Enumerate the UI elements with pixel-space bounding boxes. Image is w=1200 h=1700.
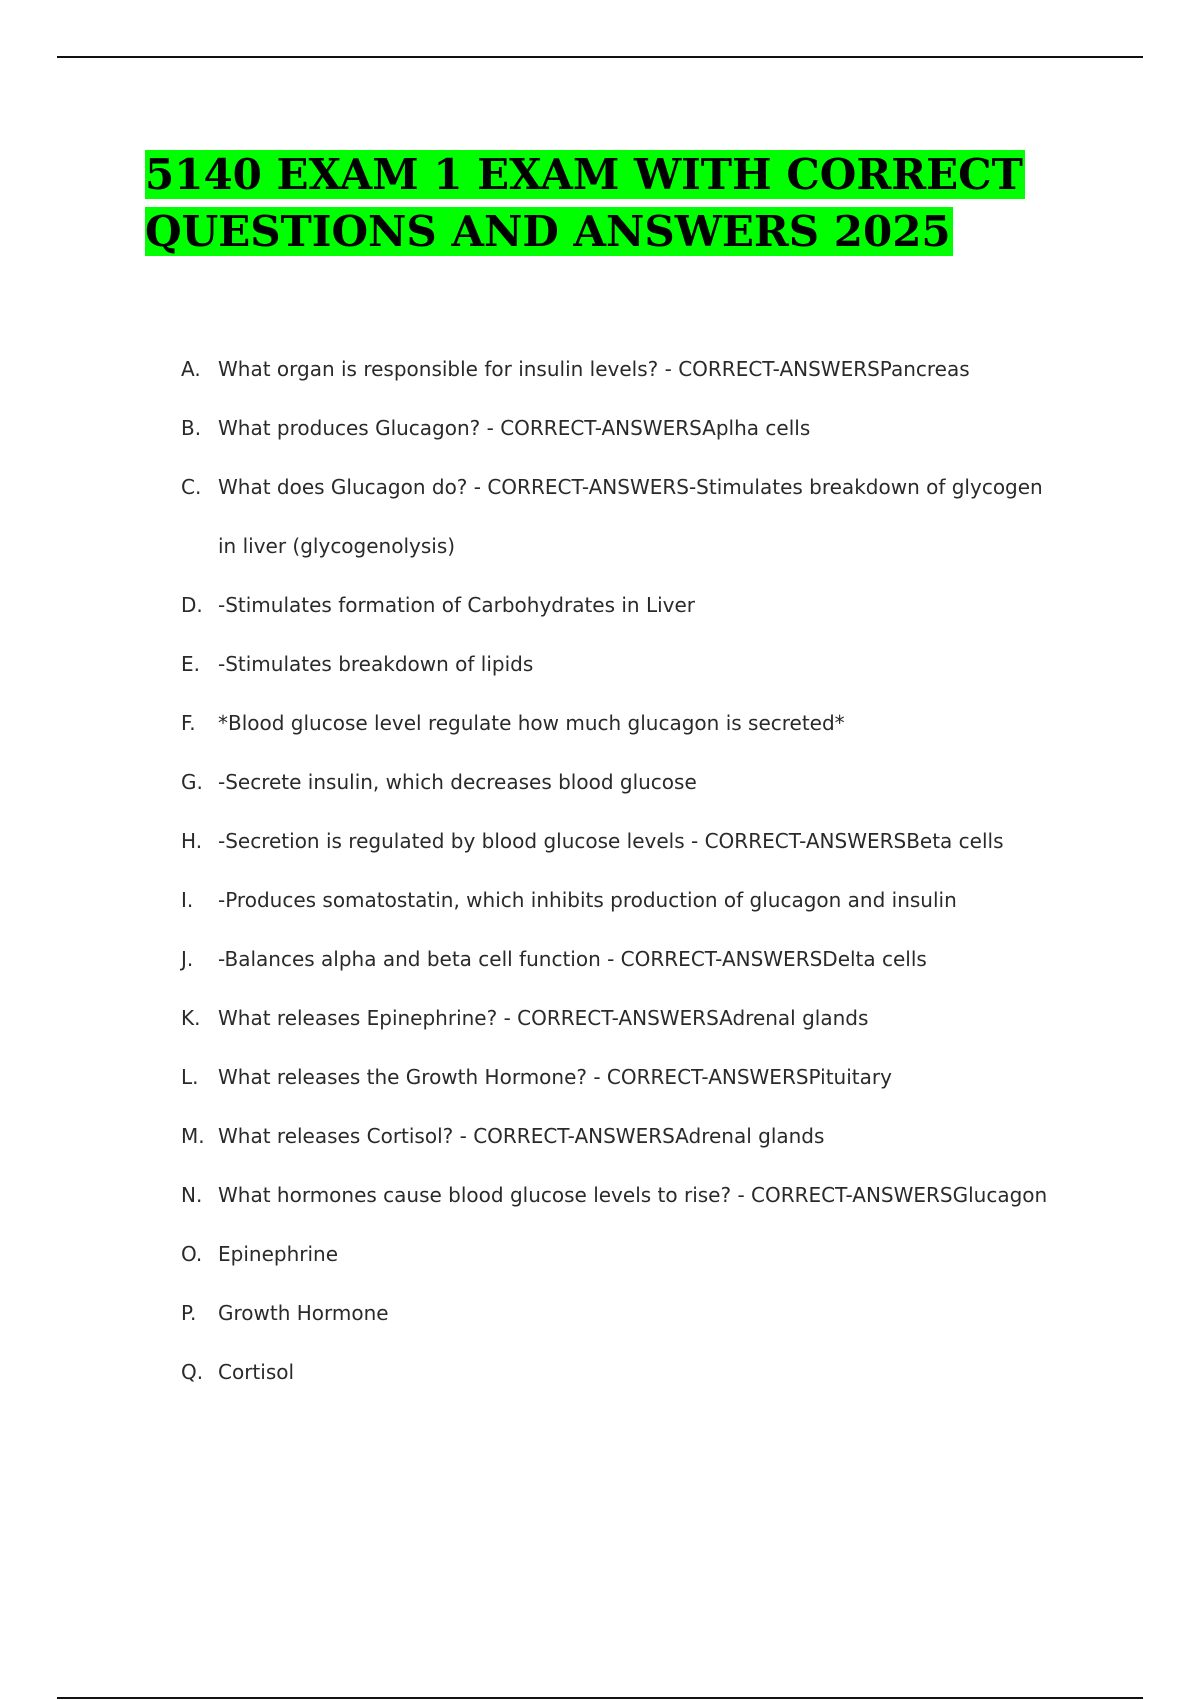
list-item	[181, 399, 1061, 458]
list-item-text: Growth Hormone	[218, 1301, 389, 1325]
list-item	[181, 694, 1061, 753]
list-item-text: What organ is responsible for insulin levels? - CORRECT-ANSWERSPancreas	[218, 357, 970, 381]
list-marker: O.	[181, 1242, 203, 1266]
list-item	[181, 871, 1061, 930]
list-item-text: What releases Cortisol? - CORRECT-ANSWERSAdrenal glands	[218, 1124, 825, 1148]
list-item-text: -Stimulates breakdown of lipids	[218, 652, 534, 676]
list-item-text: What does Glucagon do? - CORRECT-ANSWERS-Stimulates breakdown of glycogen in liver (glycogenolysis)	[218, 475, 1043, 558]
list-item	[181, 458, 1061, 576]
list-item-text: What releases the Growth Hormone? - CORRECT-ANSWERSPituitary	[218, 1065, 892, 1089]
list-item-text: -Produces somatostatin, which inhibits production of glucagon and insulin	[218, 888, 957, 912]
list-item	[181, 635, 1061, 694]
list-marker: J.	[181, 947, 194, 971]
list-item	[181, 753, 1061, 812]
list-item	[181, 989, 1061, 1048]
list-marker: I.	[181, 888, 194, 912]
title-block	[145, 146, 1065, 260]
header-rule	[57, 56, 1143, 58]
list-item-text: -Balances alpha and beta cell function - CORRECT-ANSWERSDelta cells	[218, 947, 927, 971]
list-marker: G.	[181, 770, 203, 794]
qa-list	[181, 340, 1061, 1402]
list-item	[181, 1166, 1061, 1225]
list-marker: B.	[181, 416, 202, 440]
list-marker: N.	[181, 1183, 203, 1207]
list-item-text: -Stimulates formation of Carbohydrates in Liver	[218, 593, 696, 617]
list-item-text: What releases Epinephrine? - CORRECT-ANSWERSAdrenal glands	[218, 1006, 869, 1030]
list-item	[181, 1284, 1061, 1343]
list-item-text: Epinephrine	[218, 1242, 338, 1266]
list-marker: C.	[181, 475, 202, 499]
list-marker: M.	[181, 1124, 205, 1148]
footer-rule	[57, 1697, 1143, 1699]
list-marker: H.	[181, 829, 203, 853]
list-item-text: What produces Glucagon? - CORRECT-ANSWERSAplha cells	[218, 416, 811, 440]
list-item	[181, 930, 1061, 989]
list-item	[181, 1107, 1061, 1166]
page-title	[145, 146, 1065, 260]
list-item	[181, 1225, 1061, 1284]
list-item-text: What hormones cause blood glucose levels to rise? - CORRECT-ANSWERSGlucagon	[218, 1183, 1048, 1207]
list-marker: P.	[181, 1301, 197, 1325]
list-item-text: *Blood glucose level regulate how much glucagon is secreted*	[218, 711, 845, 735]
list-item	[181, 576, 1061, 635]
list-item	[181, 1048, 1061, 1107]
list-item	[181, 340, 1061, 399]
list-marker: F.	[181, 711, 196, 735]
list-item	[181, 812, 1061, 871]
list-marker: L.	[181, 1065, 199, 1089]
list-marker: K.	[181, 1006, 201, 1030]
list-item	[181, 1343, 1061, 1402]
list-item-text: -Secretion is regulated by blood glucose levels - CORRECT-ANSWERSBeta cells	[218, 829, 1004, 853]
list-marker: A.	[181, 357, 201, 381]
list-marker: D.	[181, 593, 203, 617]
title-highlight: 5140 EXAM 1 EXAM WITH CORRECT QUESTIONS AND ANSWERS 2025	[145, 150, 1023, 256]
list-item-text: Cortisol	[218, 1360, 295, 1384]
list-item-text: -Secrete insulin, which decreases blood glucose	[218, 770, 697, 794]
list-marker: E.	[181, 652, 200, 676]
list-marker: Q.	[181, 1360, 204, 1384]
